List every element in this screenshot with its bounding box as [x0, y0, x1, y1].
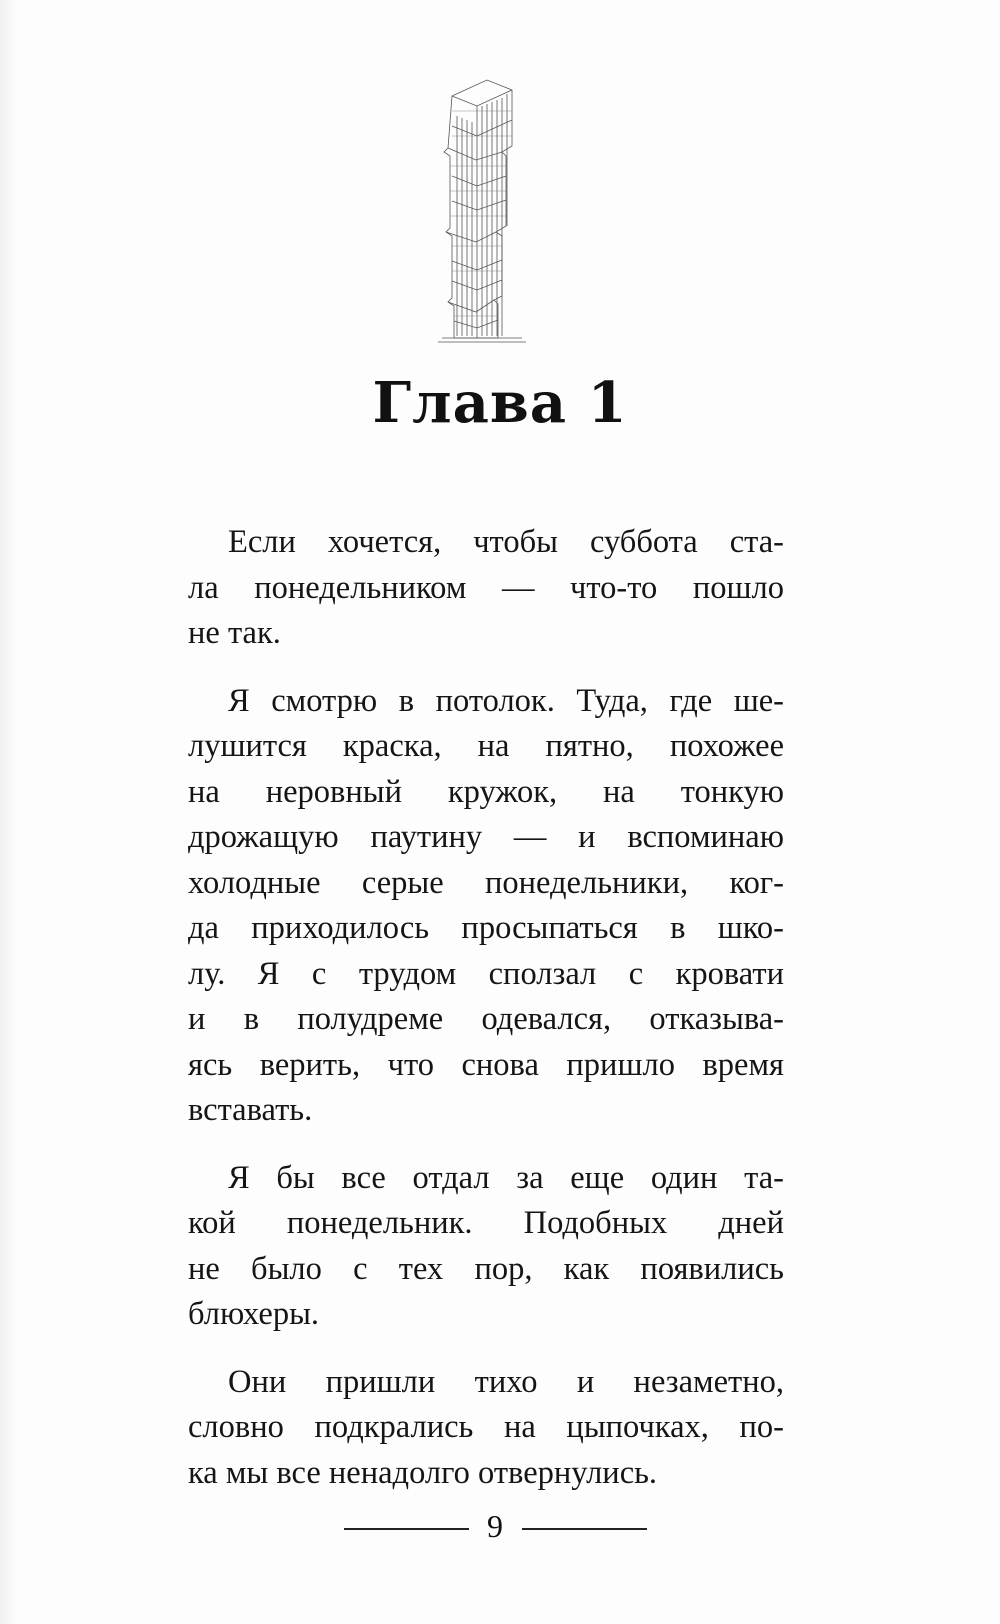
text-line: лу. Я с трудом сползал с кровати — [188, 955, 784, 992]
text-line: не было с тех пор, как появились — [188, 1250, 784, 1287]
text-line: холодные серые понедельники, ког- — [188, 864, 784, 901]
text-line: кой понедельник. Подобных дней — [188, 1205, 784, 1241]
text-line: да приходилось просыпаться в шко- — [188, 910, 784, 946]
text-line: Они пришли тихо и незаметно, — [228, 1363, 784, 1400]
body-text — [188, 520, 784, 1518]
paragraph-1 — [188, 520, 784, 657]
text-line: ясь верить, что снова пришло время — [188, 1046, 784, 1083]
text-line: и в полудреме одевался, отказыва- — [188, 1001, 784, 1037]
page-edge-shadow — [0, 0, 18, 1624]
page-number: 9 — [487, 1508, 503, 1544]
chapter-title: Глава 1 — [372, 370, 628, 436]
text-line: Я смотрю в потолок. Туда, где ше- — [228, 682, 784, 719]
text-line: Если хочется, чтобы суббота ста- — [228, 524, 784, 560]
text-line: лушится краска, на пятно, похожее — [188, 728, 784, 764]
text-line: Я бы все отдал за еще один та- — [228, 1159, 784, 1196]
text-line: блюхеры. — [188, 1296, 320, 1332]
paragraph-3 — [188, 1156, 784, 1338]
page-footer — [0, 1508, 1000, 1548]
text-line: ка мы все ненадолго отвернулись. — [188, 1454, 658, 1491]
text-line: вставать. — [188, 1092, 313, 1128]
text-line: дрожащую паутину — и вспоминаю — [188, 819, 784, 855]
text-line: ла понедельником — что-то пошло — [188, 569, 784, 606]
skyscraper-tower-icon — [432, 76, 532, 346]
footer-rule-left — [344, 1528, 469, 1530]
paragraph-4 — [188, 1360, 784, 1497]
text-line: на неровный кружок, на тонкую — [188, 773, 784, 810]
text-line: словно подкрались на цыпочках, по- — [188, 1409, 784, 1445]
footer-rule-right — [522, 1528, 647, 1530]
paragraph-2 — [188, 679, 784, 1134]
text-line: не так. — [188, 615, 281, 651]
